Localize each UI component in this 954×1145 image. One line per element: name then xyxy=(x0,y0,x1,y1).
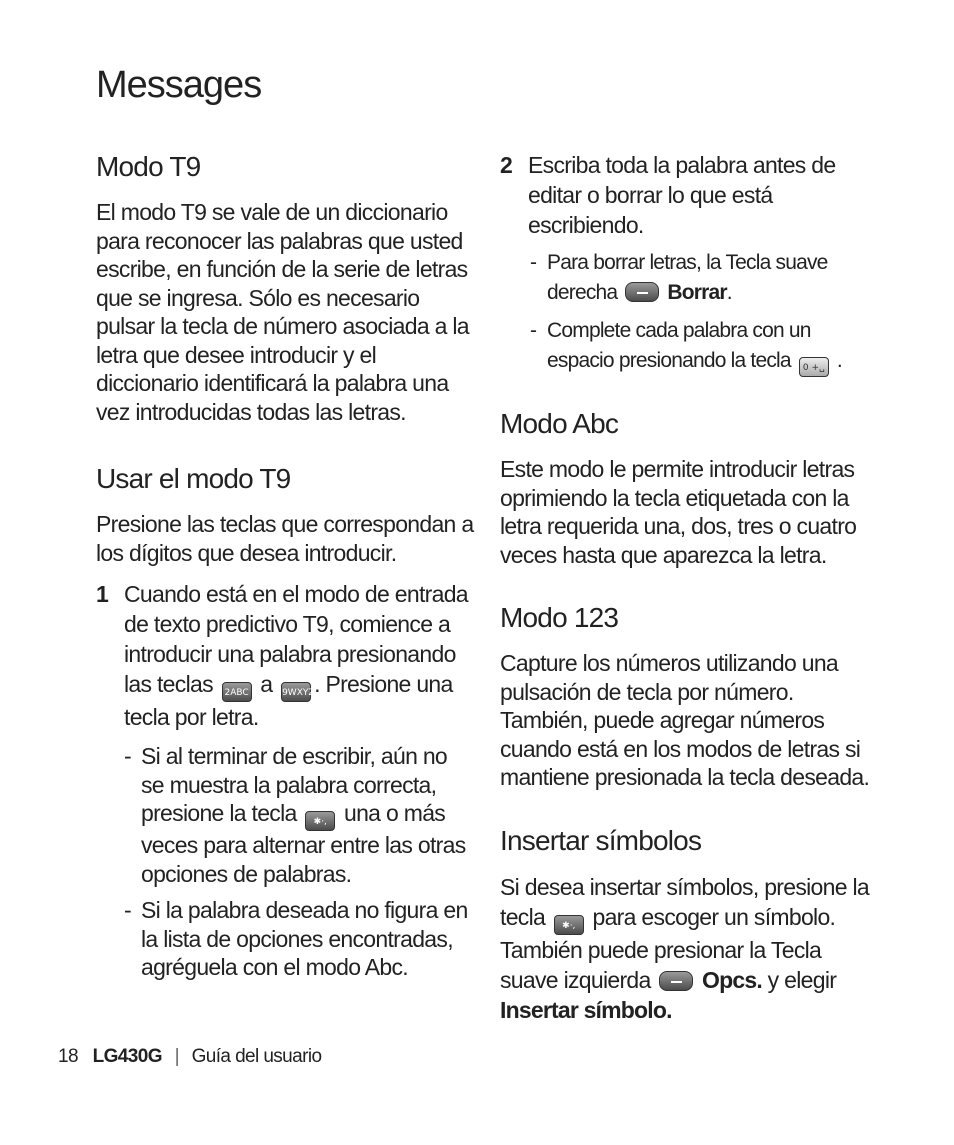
sub-bullet-1-text xyxy=(547,248,880,308)
step-1-text-b: a xyxy=(260,671,273,697)
opcs-label: Opcs. xyxy=(702,966,762,993)
sub-2-text-a: Complete cada palabra con un espacio presionando la tecla xyxy=(547,319,811,372)
sub-bullet-1: - Para borrar letras, la Tecla suave derecha Borrar. xyxy=(530,248,880,308)
modo-123-body: Capture los números utilizando una pulsación de tecla por número. También, puede agregar números cuando está en los modos de letras si mantiene presionada la tecla deseada. xyxy=(500,650,870,790)
step-1 xyxy=(96,579,474,732)
right-column xyxy=(500,150,880,1025)
sub-1-text-b: . xyxy=(726,281,732,304)
step-1-text xyxy=(124,579,474,732)
sub-bullet-2-text xyxy=(547,316,880,377)
page-number: 18 xyxy=(58,1046,78,1067)
model-name: LG430G xyxy=(92,1046,162,1067)
borrar-label: Borrar xyxy=(667,281,727,304)
key-2-abc-icon: 2ABC xyxy=(222,682,252,702)
bullet-2: - Si la palabra deseada no figura en la lista de opciones encontradas, agréguela con el modo Abc. xyxy=(124,896,474,982)
step-2 xyxy=(500,150,880,240)
step-1-number: 1 xyxy=(96,581,109,607)
bullet-1: - Si al terminar de escribir, aún no se muestra la palabra correcta, presione la tecla ✱·, una o más veces para alternar entre las otras opciones de palabras. xyxy=(124,742,474,888)
simbolos-text-b: para escoger un símbolo. También puede presionar la Tecla suave izquierda xyxy=(500,903,836,993)
simbolos-body xyxy=(500,872,880,1025)
modo-t9-body: El modo T9 se vale de un diccionario para reconocer las palabras que usted escribe, en función de la serie de letras que se ingresa. Sólo es necesario pulsar la tecla de número asociada a la letra que desee introducir y el diccionario identificará la palabra una vez introducidas todas las letras. xyxy=(96,199,469,425)
key-9-wxyz-icon: 9WXYZ xyxy=(281,682,311,702)
modo-abc-body: Este modo le permite introducir letras oprimiendo la tecla etiquetada con la letra requerida una, dos, tres o cuatro veces hasta que aparezca la letra. xyxy=(500,456,857,568)
bullet-1-text-b: una o más veces para alternar entre las otras opciones de palabras. xyxy=(141,800,466,887)
step-1-text-a: Cuando está en el modo de entrada de texto predictivo T9, comience a introducir una palabra presionando las teclas xyxy=(124,581,468,697)
footer-separator: | xyxy=(174,1046,179,1067)
space-key-icon: 0 +␣ xyxy=(799,357,829,377)
sub-1-text-a: Para borrar letras, la Tecla suave derecha xyxy=(547,251,828,304)
guide-title: Guía del usuario xyxy=(191,1046,322,1067)
sub-bullet-2: - Complete cada palabra con un espacio presionando la tecla 0 +␣ . xyxy=(530,316,880,377)
page-title: Messages xyxy=(96,64,262,106)
simbolos-text-c: y elegir xyxy=(767,966,837,993)
left-soft-key-icon xyxy=(659,971,693,991)
step-2-text: Escriba toda la palabra antes de editar o borrar lo que está escribiendo. xyxy=(528,152,836,238)
star-key-icon: ✱·, xyxy=(554,915,584,935)
heading-modo-abc: Modo Abc xyxy=(500,408,619,439)
star-key-icon: ✱·, xyxy=(305,811,335,831)
sub-2-text-b: . xyxy=(836,349,842,372)
step-2-number: 2 xyxy=(500,152,513,178)
bullet-1-text xyxy=(141,742,474,888)
bullet-2-text: Si la palabra deseada no figura en la lista de opciones encontradas, agréguela con el modo Abc. xyxy=(141,897,468,980)
page-footer xyxy=(58,1046,321,1068)
simbolos-text-a: Si desea insertar símbolos, presione la tecla xyxy=(500,873,870,930)
bullet-1-text-a: Si al terminar de escribir, aún no se muestra la palabra correcta, presione la tecla xyxy=(141,743,448,826)
left-column xyxy=(96,150,474,982)
insertar-simbolo-label: Insertar símbolo. xyxy=(500,996,672,1023)
right-soft-key-icon xyxy=(625,282,659,302)
heading-modo-123: Modo 123 xyxy=(500,602,619,633)
heading-insertar-simbolos: Insertar símbolos xyxy=(500,824,702,856)
usar-intro: Presione las teclas que correspondan a los dígitos que desea introducir. xyxy=(96,511,474,566)
heading-usar-modo-t9: Usar el modo T9 xyxy=(96,463,291,494)
heading-modo-t9: Modo T9 xyxy=(96,151,201,182)
step-1-text-c: . Presione una tecla por letra. xyxy=(124,671,453,730)
